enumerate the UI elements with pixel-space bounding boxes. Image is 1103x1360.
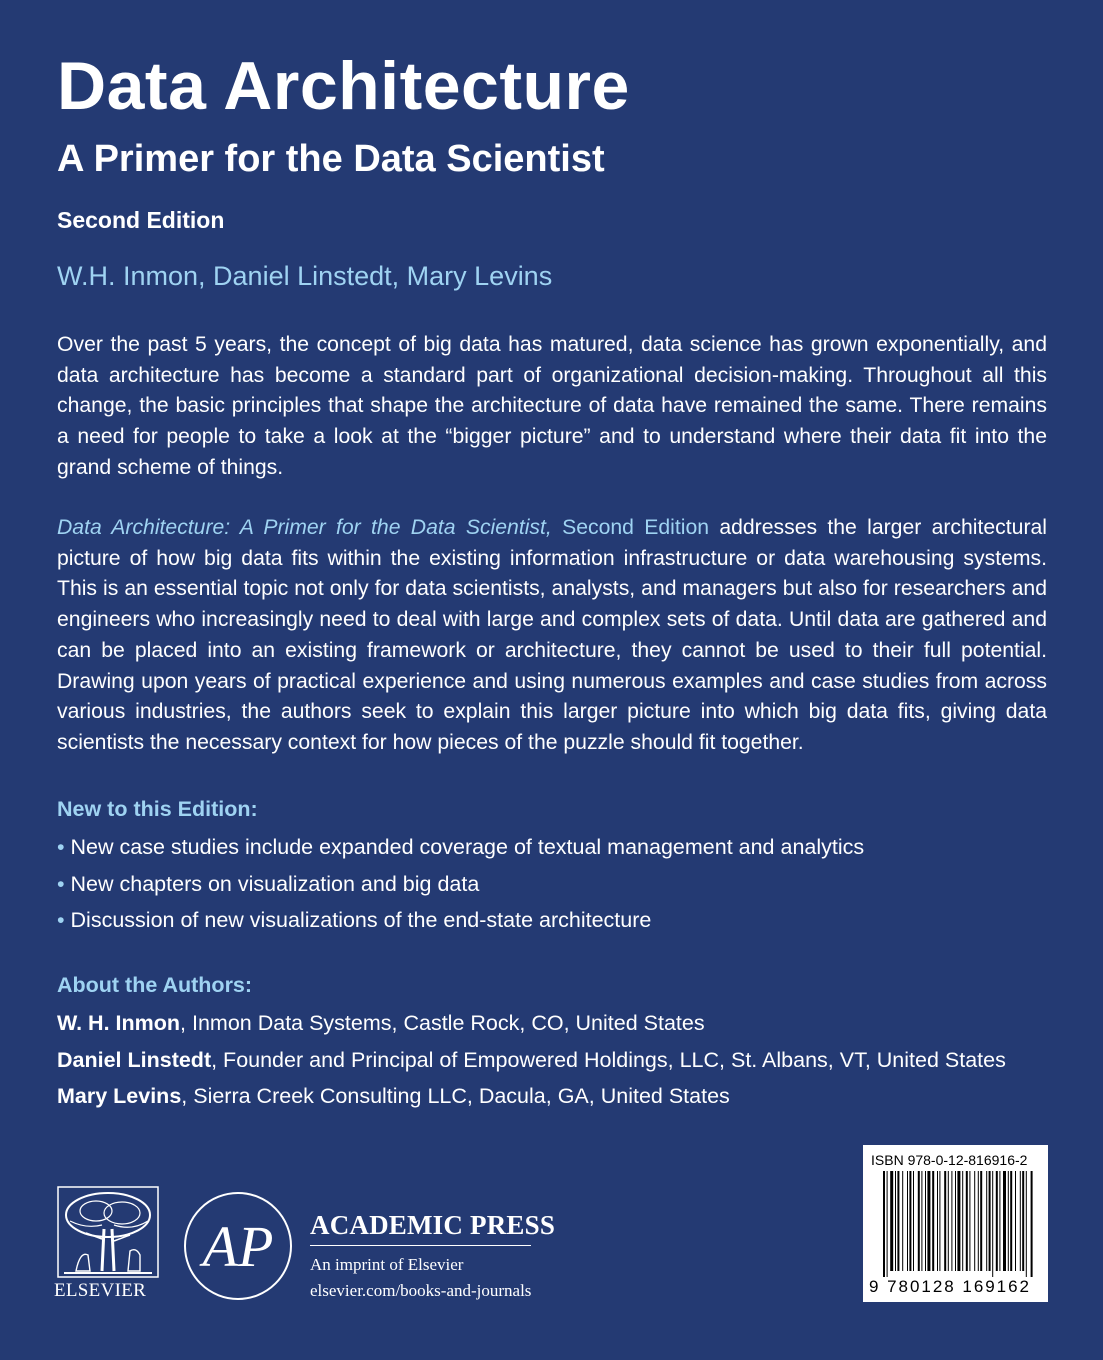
author-name: Mary Levins: [57, 1084, 182, 1108]
author-name: Daniel Linstedt: [57, 1047, 212, 1072]
barcode-bar: [1008, 1171, 1009, 1271]
author-list: [57, 1008, 1006, 1118]
list-item: • New case studies include expanded coverage of textual management and analytics: [57, 835, 865, 859]
isbn-barcode: [863, 1145, 1048, 1302]
authors-line: W.H. Inmon, Daniel Linstedt, Mary Levins: [57, 261, 553, 291]
barcode-bar: [980, 1171, 982, 1271]
barcode-bar: [966, 1171, 968, 1271]
author-entry: [57, 1008, 1006, 1045]
about-authors-heading: About the Authors:: [57, 973, 253, 997]
author-affiliation: , Inmon Data Systems, Castle Rock, CO, United States: [180, 1011, 705, 1035]
edition-reference: Second Edition: [551, 516, 710, 539]
barcode-bar: [955, 1171, 956, 1271]
author-affiliation: , Founder and Principal of Empowered Holdings, LLC, St. Albans, VT, United States: [211, 1047, 1006, 1072]
barcode-bar: [883, 1171, 885, 1277]
divider: [310, 1245, 531, 1246]
barcode-bar: [996, 1171, 998, 1271]
bullet-icon: •: [57, 908, 65, 932]
edition-label: Second Edition: [57, 207, 225, 233]
barcode-digits: [863, 1275, 1048, 1299]
barcode-bar: [962, 1171, 963, 1271]
list-item: • New chapters on visualization and big data: [57, 871, 480, 896]
barcode-bar: [907, 1171, 908, 1271]
elsevier-wordmark: ELSEVIER: [54, 1280, 147, 1301]
new-edition-list: [57, 832, 864, 942]
barcode-bar: [951, 1171, 952, 1271]
barcode-bar: [895, 1171, 896, 1271]
barcode-bar: [909, 1171, 911, 1271]
author-entry: [57, 1081, 1006, 1118]
barcode-bar: [1031, 1171, 1033, 1277]
barcode-bar: [1003, 1171, 1006, 1271]
barcode-bar: [992, 1171, 993, 1277]
bullet-icon: •: [57, 835, 65, 859]
publisher-url: elsevier.com/books-and-journals: [310, 1281, 532, 1300]
barcode-bar: [969, 1171, 970, 1271]
barcode-bar: [999, 1171, 1000, 1271]
barcode-bar: [932, 1171, 934, 1271]
barcode-bar: [978, 1171, 979, 1271]
barcode-bar: [989, 1171, 991, 1271]
barcode-bar: [897, 1171, 899, 1271]
barcode-bar: [974, 1171, 975, 1271]
barcode-bar: [957, 1171, 960, 1271]
barcode-bar: [890, 1171, 893, 1271]
barcode-bar: [1022, 1171, 1024, 1271]
new-edition-heading: New to this Edition:: [57, 797, 258, 821]
book-title-reference: Data Architecture: A Primer for the Data Scientist,: [57, 516, 552, 539]
imprint-line: An imprint of Elsevier: [310, 1255, 464, 1274]
book-subtitle: A Primer for the Data Scientist: [57, 138, 605, 180]
barcode-bar: [1020, 1171, 1021, 1271]
barcode-bar: [1015, 1171, 1016, 1271]
academic-press-name: ACADEMIC PRESS: [310, 1210, 556, 1240]
barcode-bar: [1026, 1171, 1027, 1277]
list-item: • Discussion of new visualizations of the end-state architecture: [57, 908, 652, 932]
barcode-bar: [939, 1171, 940, 1271]
description-paragraph-2-text: addresses the larger architectural picture of how big data fits within the existing information infrastructure or data warehousing systems. This is an essential topic not only for data scientists, analysts, and managers but also for researchers and engineers who increasingly need to deal with large and complex sets of data. Until data are gathered and can be placed into an existing framework or architecture, they cannot be used to their full potential. Drawing upon years of practical experience and using numerous examples and case studies from across various industries, the authors seek to explain this larger picture into which big data fits, giving data scientists the necessary context for how pieces of the puzzle should fit together.: [57, 516, 1047, 754]
author-entry: [57, 1045, 1006, 1082]
barcode-bar: [927, 1171, 930, 1271]
barcode-bar: [918, 1171, 920, 1271]
description-paragraph-2: [57, 513, 1047, 759]
description-paragraph-1: Over the past 5 years, the concept of big data has matured, data science has grown exponentially, and data architecture has become a standard part of organizational decision-making. Throughout all this change, the basic principles that shape the architecture of data have remained the same. There remains a need for people to take a look at the “bigger picture” and to understand where their data fit into the grand scheme of things.: [57, 333, 1047, 479]
barcode-bar: [937, 1171, 938, 1271]
ap-monogram: AP: [202, 1214, 274, 1279]
barcode-bar: [986, 1171, 987, 1271]
barcode-bar: [902, 1171, 903, 1271]
academic-press-logo: [182, 1190, 294, 1302]
barcode-bar: [925, 1171, 926, 1271]
author-name: W. H. Inmon: [57, 1011, 181, 1035]
barcode-bar: [913, 1171, 914, 1271]
barcode-bar: [921, 1171, 922, 1271]
barcode-bar: [1010, 1171, 1012, 1271]
author-affiliation: , Sierra Creek Consulting LLC, Dacula, GA, United States: [181, 1084, 730, 1108]
barcode-number: 9 780128 169162: [869, 1277, 1029, 1296]
book-title: Data Architecture: [57, 48, 630, 124]
barcode-bar: [948, 1171, 949, 1271]
bullet-icon: •: [57, 871, 65, 896]
barcode-bar: [887, 1171, 888, 1277]
isbn-label: ISBN 978-0-12-816916-2: [871, 1152, 1028, 1168]
barcode-bar: [944, 1171, 946, 1271]
